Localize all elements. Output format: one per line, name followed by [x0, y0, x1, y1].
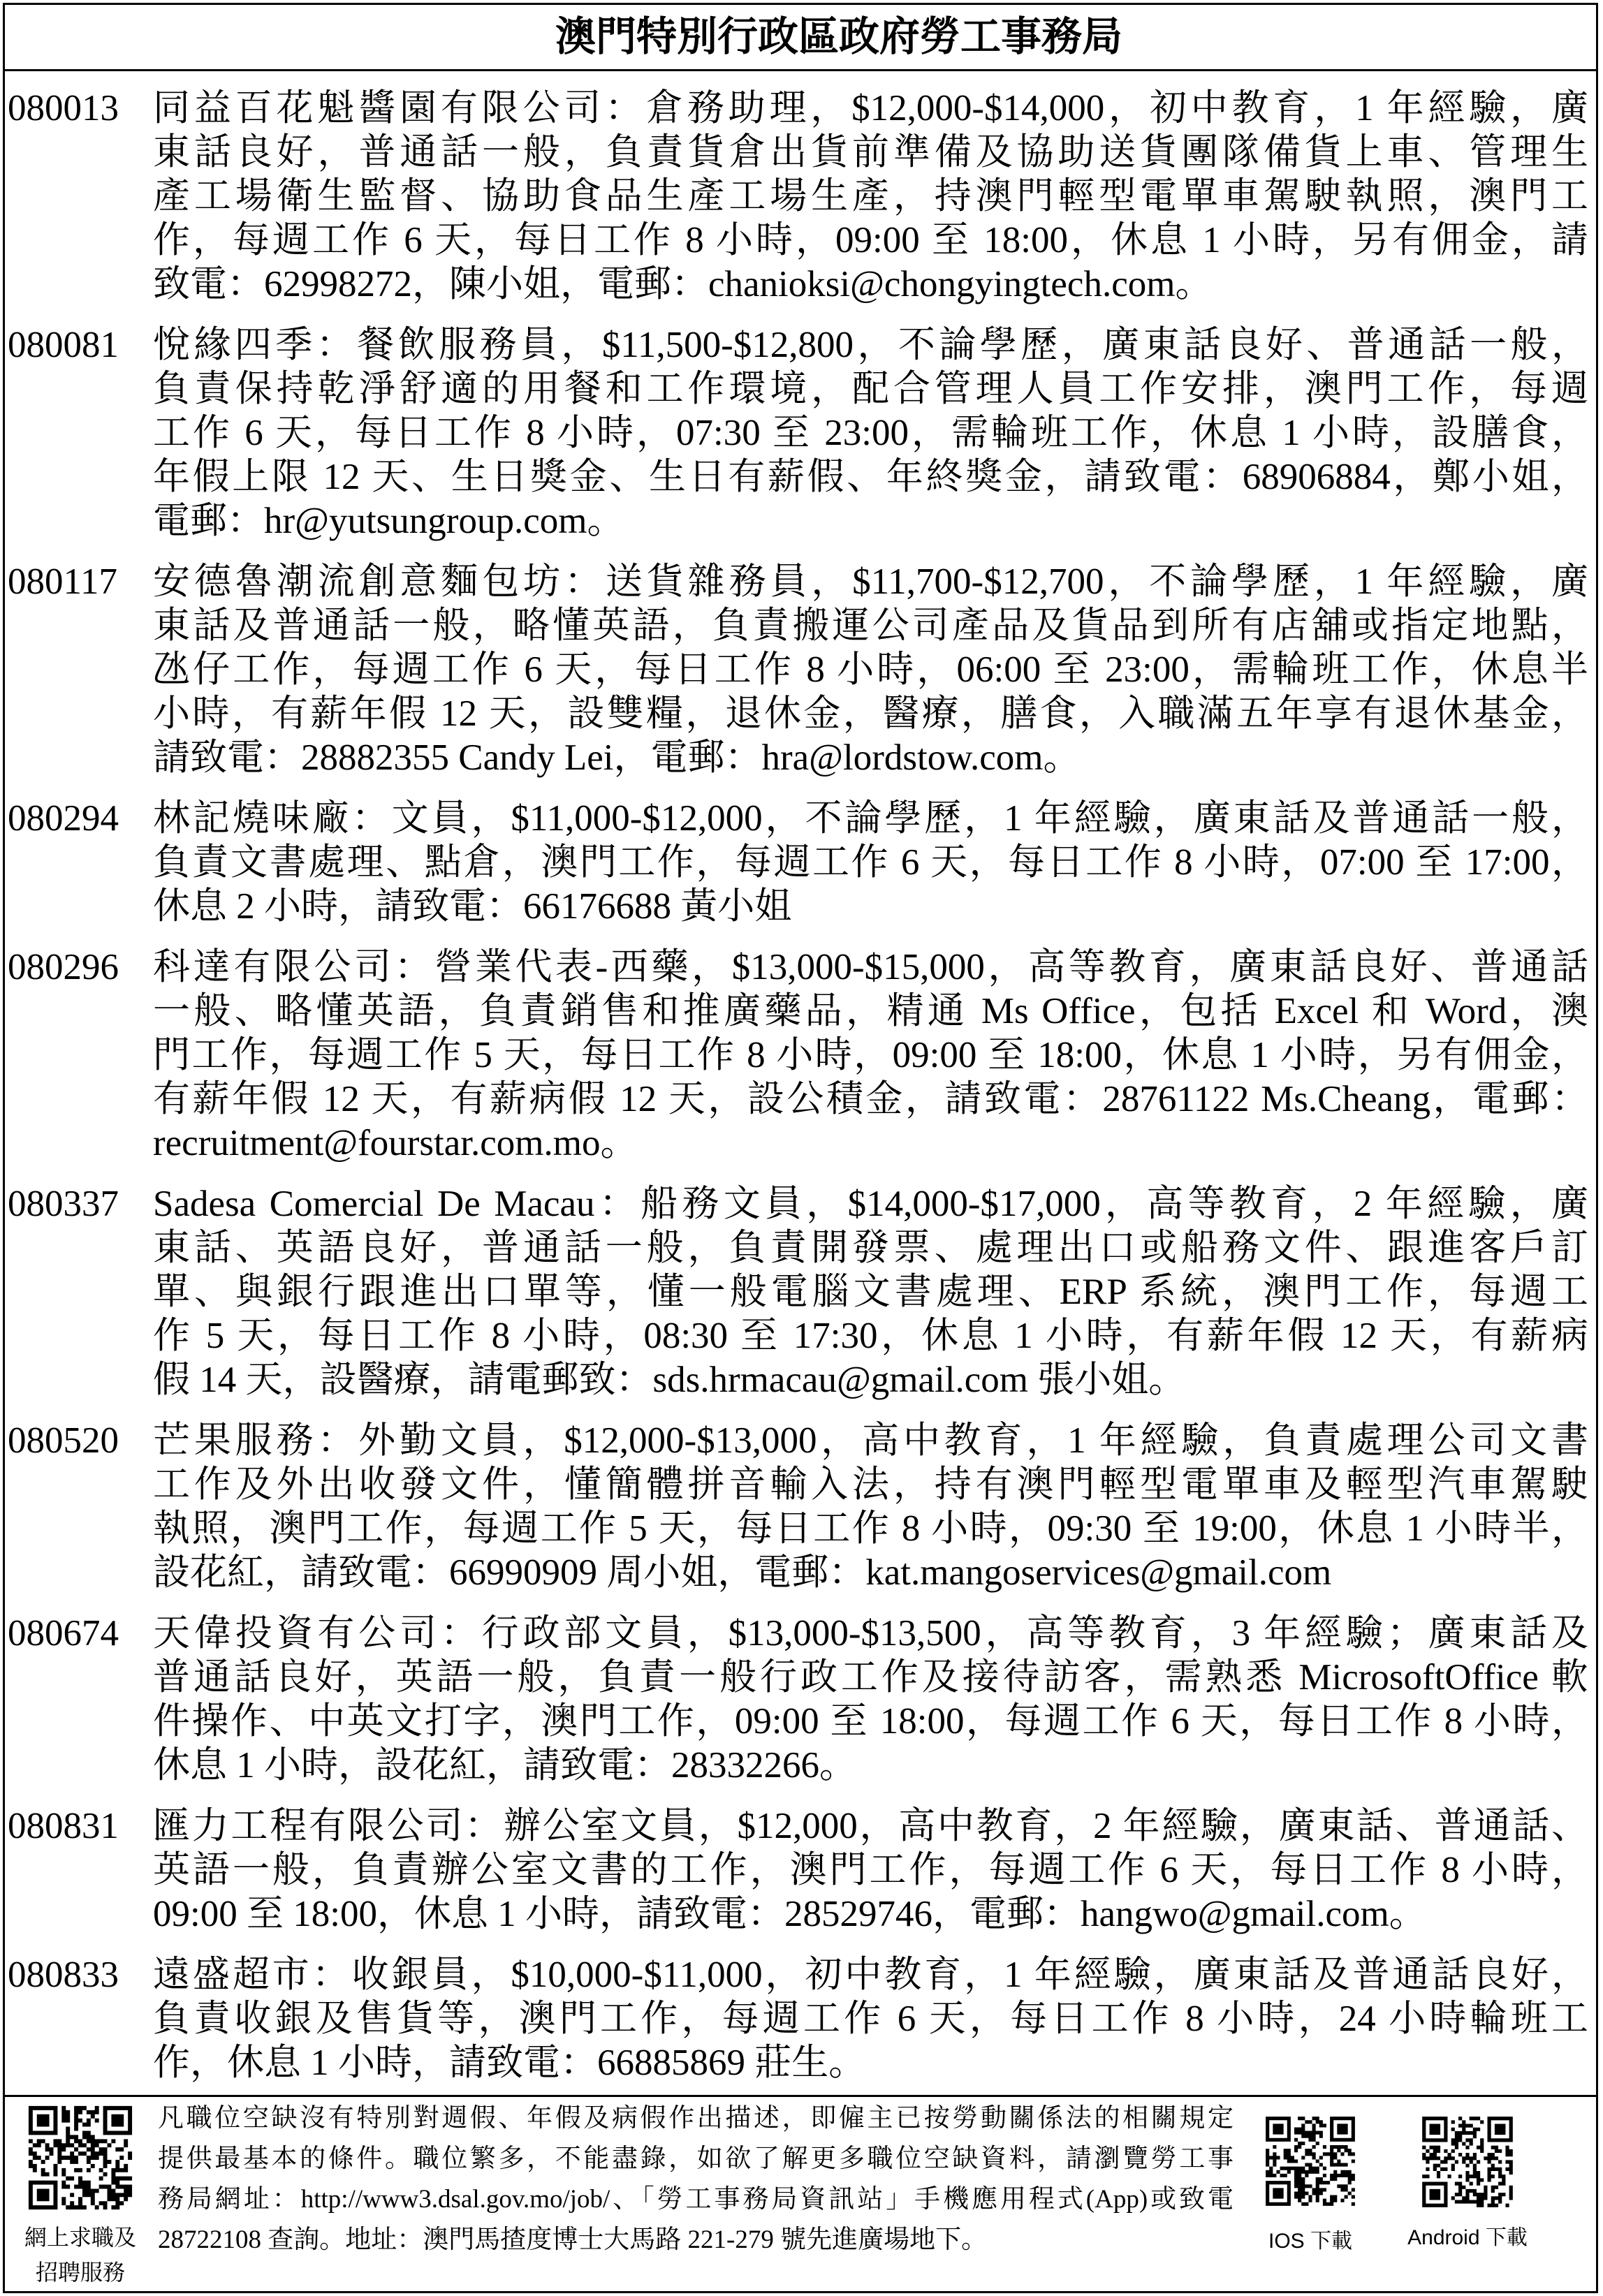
job-description-line: 執照，澳門工作，每週工作 5 天，每日工作 8 小時，09:30 至 19:00，休息 1 小時半， — [153, 1508, 1588, 1549]
job-description-line: 普通話良好，英語一般，負責一般行政工作及接待訪客，需熟悉 MicrosoftOffice 軟 — [153, 1657, 1588, 1698]
job-id: 080831 — [8, 1806, 119, 1846]
job-description-line: 假 14 天，設醫療，請電郵致：sds.hrmacau@gmail.com 張小姐。 — [153, 1360, 1186, 1400]
job-description-line: 致電：62998272，陳小姐，電郵：chanioksi@chongyingtech.com。 — [153, 264, 1213, 304]
page-title: 澳門特別行政區政府勞工事務局 — [5, 5, 1596, 71]
job-description-line: 工作 6 天，每日工作 8 小時，07:30 至 23:00，需輪班工作，休息 1 小時，設膳食， — [153, 413, 1588, 453]
job-description-line: 有薪年假 12 天，有薪病假 12 天，設公積金，請致電：28761122 Ms.Cheang，電郵： — [153, 1079, 1588, 1119]
job-description-line: 設花紅，請致電：66990909 周小姐，電郵：kat.mangoservices@gmail.com — [153, 1552, 1332, 1593]
job-description-line: 工作及外出收發文件，懂簡體拼音輸入法，持有澳門輕型電單車及輕型汽車駕駛 — [153, 1464, 1588, 1505]
job-description-line: 林記燒味廠：文員，$11,000-$12,000，不論學歷，1 年經驗，廣東話及普通話一般， — [153, 798, 1588, 839]
job-id: 080520 — [8, 1420, 119, 1461]
job-description-line: 件操作、中英文打字，澳門工作，09:00 至 18:00，每週工作 6 天，每日工作 8 小時， — [153, 1701, 1588, 1742]
job-description-line: 作，休息 1 小時，請致電：66885869 莊生。 — [153, 2043, 866, 2083]
online-job-service-label-line: 網上求職及 — [24, 2225, 137, 2250]
job-listing — [5, 87, 1596, 307]
job-description-line: 天偉投資有公司：行政部文員，$13,000-$13,500，高等教育，3 年經驗；廣東話及 — [153, 1613, 1588, 1654]
job-description-line: 安德魯潮流創意麵包坊：送貨雜務員，$11,700-$12,700，不論學歷，1 年經驗，廣 — [153, 561, 1588, 602]
job-description — [153, 1612, 1588, 1788]
job-id: 080337 — [8, 1184, 119, 1224]
job-description-line: 芒果服務：外勤文員，$12,000-$13,000，高中教育，1 年經驗，負責處理公司文書 — [153, 1420, 1588, 1461]
online-job-service-label-line: 招聘服務 — [35, 2260, 125, 2285]
job-listing — [5, 1182, 1596, 1402]
job-id: 080674 — [8, 1613, 119, 1654]
job-description-line: 產工場衛生監督、協助食品生產工場生產，持澳門輕型電單車駕駛執照，澳門工 — [153, 176, 1588, 216]
job-listing — [5, 945, 1596, 1165]
job-description-line: 一般、略懂英語，負責銷售和推廣藥品，精通 Ms Office，包括 Excel 和 Word，澳 — [153, 991, 1588, 1031]
job-description — [153, 1182, 1588, 1402]
job-listings — [5, 71, 1596, 2095]
job-listing — [5, 1953, 1596, 2085]
footer-notice-line: 28722108 查詢。地址：澳門馬揸度博士大馬路 221-279 號先進廣場地下。 — [158, 2225, 988, 2254]
job-description-line: 匯力工程有限公司：辦公室文員，$12,000，高中教育，2 年經驗，廣東話、普通話、 — [153, 1806, 1588, 1846]
job-description-line: recruitment@fourstar.com.mo。 — [153, 1123, 638, 1163]
job-description-line: 負責收銀及售貨等，澳門工作，每週工作 6 天，每日工作 8 小時，24 小時輪班工 — [153, 1999, 1588, 2039]
job-description — [153, 87, 1588, 307]
job-listing — [5, 1419, 1596, 1595]
job-description — [153, 945, 1588, 1165]
job-description-line: 遠盛超市：收銀員，$10,000-$11,000，初中教育，1 年經驗，廣東話及普通話良好， — [153, 1955, 1588, 1995]
footer-notice-line: 提供最基本的條件。職位繁多，不能盡錄，如欲了解更多職位空缺資料，請瀏覽勞工事 — [158, 2144, 1234, 2173]
footer-notice-line: 務局網址：http://www3.dsal.gov.mo/job/、「勞工事務局資訊站」手機應用程式(App)或致電 — [158, 2185, 1234, 2214]
online-job-service-qr-code — [24, 2102, 136, 2214]
job-listing — [5, 1804, 1596, 1936]
job-description — [153, 560, 1588, 780]
job-description-line: 請致電：28882355 Candy Lei，電郵：hra@lordstow.com。 — [153, 737, 1081, 778]
job-description-line: 負責保持乾淨舒適的用餐和工作環境，配合管理人員工作安排，澳門工作，每週 — [153, 369, 1588, 409]
job-listing — [5, 797, 1596, 929]
job-description-line: 氹仔工作，每週工作 6 天，每日工作 8 小時，06:00 至 23:00，需輪班工作，休息半 — [153, 649, 1588, 690]
job-description-line: 科達有限公司：營業代表-西藥，$13,000-$15,000，高等教育，廣東話良好、普通話 — [153, 947, 1588, 987]
footer — [5, 2095, 1596, 2291]
job-description-line: 東話、英語良好，普通話一般，負責開發票、處理出口或船務文件、跟進客戶訂 — [153, 1228, 1588, 1268]
job-description — [153, 797, 1588, 929]
job-description-line: 東話及普通話一般，略懂英語，負責搬運公司產品及貨品到所有店舖或指定地點， — [153, 605, 1588, 646]
job-id: 080296 — [8, 947, 119, 987]
job-description — [153, 1804, 1588, 1936]
job-description-line: 英語一般，負責辦公室文書的工作，澳門工作，每週工作 6 天，每日工作 8 小時， — [153, 1850, 1588, 1890]
online-job-service-label — [24, 2220, 136, 2290]
job-description — [153, 1953, 1588, 2085]
job-description-line: 作，每週工作 6 天，每日工作 8 小時，09:00 至 18:00，休息 1 小時，另有佣金，請 — [153, 220, 1588, 260]
footer-notice — [158, 2098, 1234, 2260]
job-description-line: 09:00 至 18:00，休息 1 小時，請致電：28529746，電郵：hangwo@gmail.com。 — [153, 1894, 1426, 1934]
job-description-line: 門工作，每週工作 5 天，每日工作 8 小時，09:00 至 18:00，休息 1 小時，另有佣金， — [153, 1035, 1588, 1075]
job-description-line: 東話良好，普通話一般，負責貨倉出貨前準備及協助送貨團隊備貨上車、管理生 — [153, 132, 1588, 172]
job-id: 080833 — [8, 1955, 119, 1995]
job-description-line: 悅緣四季：餐飲服務員，$11,500-$12,800，不論學歷，廣東話良好、普通話一般， — [153, 325, 1588, 365]
job-description-line: 單、與銀行跟進出口單等，懂一般電腦文書處理、ERP 系統，澳門工作，每週工 — [153, 1272, 1588, 1312]
job-description-line: 同益百花魁醬園有限公司：倉務助理，$12,000-$14,000，初中教育，1 年經驗，廣 — [153, 88, 1588, 128]
footer-notice-line: 凡職位空缺沒有特別對週假、年假及病假作出描述，即僱主已按勞動關係法的相關規定 — [158, 2104, 1234, 2133]
ios-download-qr-code — [1262, 2113, 1359, 2209]
job-description-line: 作 5 天，每日工作 8 小時，08:30 至 17:30，休息 1 小時，有薪年假 12 天，有薪病 — [153, 1316, 1588, 1356]
job-id: 080117 — [8, 561, 118, 602]
android-download-label: Android 下載 — [1407, 2226, 1528, 2249]
job-description-line: 小時，有薪年假 12 天，設雙糧，退休金，醫療，膳食，入職滿五年享有退休基金， — [153, 693, 1588, 734]
job-id: 080013 — [8, 88, 119, 128]
job-listing — [5, 323, 1596, 543]
job-description-line: 休息 2 小時，請致電：66176688 黃小姐 — [153, 886, 792, 927]
job-description-line: Sadesa Comercial De Macau：船務文員，$14,000-$17,000，高等教育，2 年經驗，廣 — [153, 1184, 1588, 1224]
job-description-line: 電郵：hr@yutsungroup.com。 — [153, 501, 624, 541]
android-download-qr-code — [1419, 2113, 1516, 2211]
job-listing — [5, 1612, 1596, 1788]
job-description-line: 負責文書處理、點倉，澳門工作，每週工作 6 天，每日工作 8 小時，07:00 至 17:00， — [153, 842, 1588, 883]
job-id: 080294 — [8, 798, 119, 839]
job-listing — [5, 560, 1596, 780]
job-description-line: 休息 1 小時，設花紅，請致電：28332266。 — [153, 1745, 856, 1786]
job-description — [153, 323, 1588, 543]
job-id: 080081 — [8, 325, 119, 365]
ios-download-label: IOS 下載 — [1268, 2230, 1352, 2253]
job-description-line: 年假上限 12 天、生日獎金、生日有薪假、年終獎金，請致電：68906884，鄭小姐， — [153, 457, 1588, 497]
job-description — [153, 1419, 1588, 1595]
job-vacancy-notice — [3, 3, 1598, 2293]
